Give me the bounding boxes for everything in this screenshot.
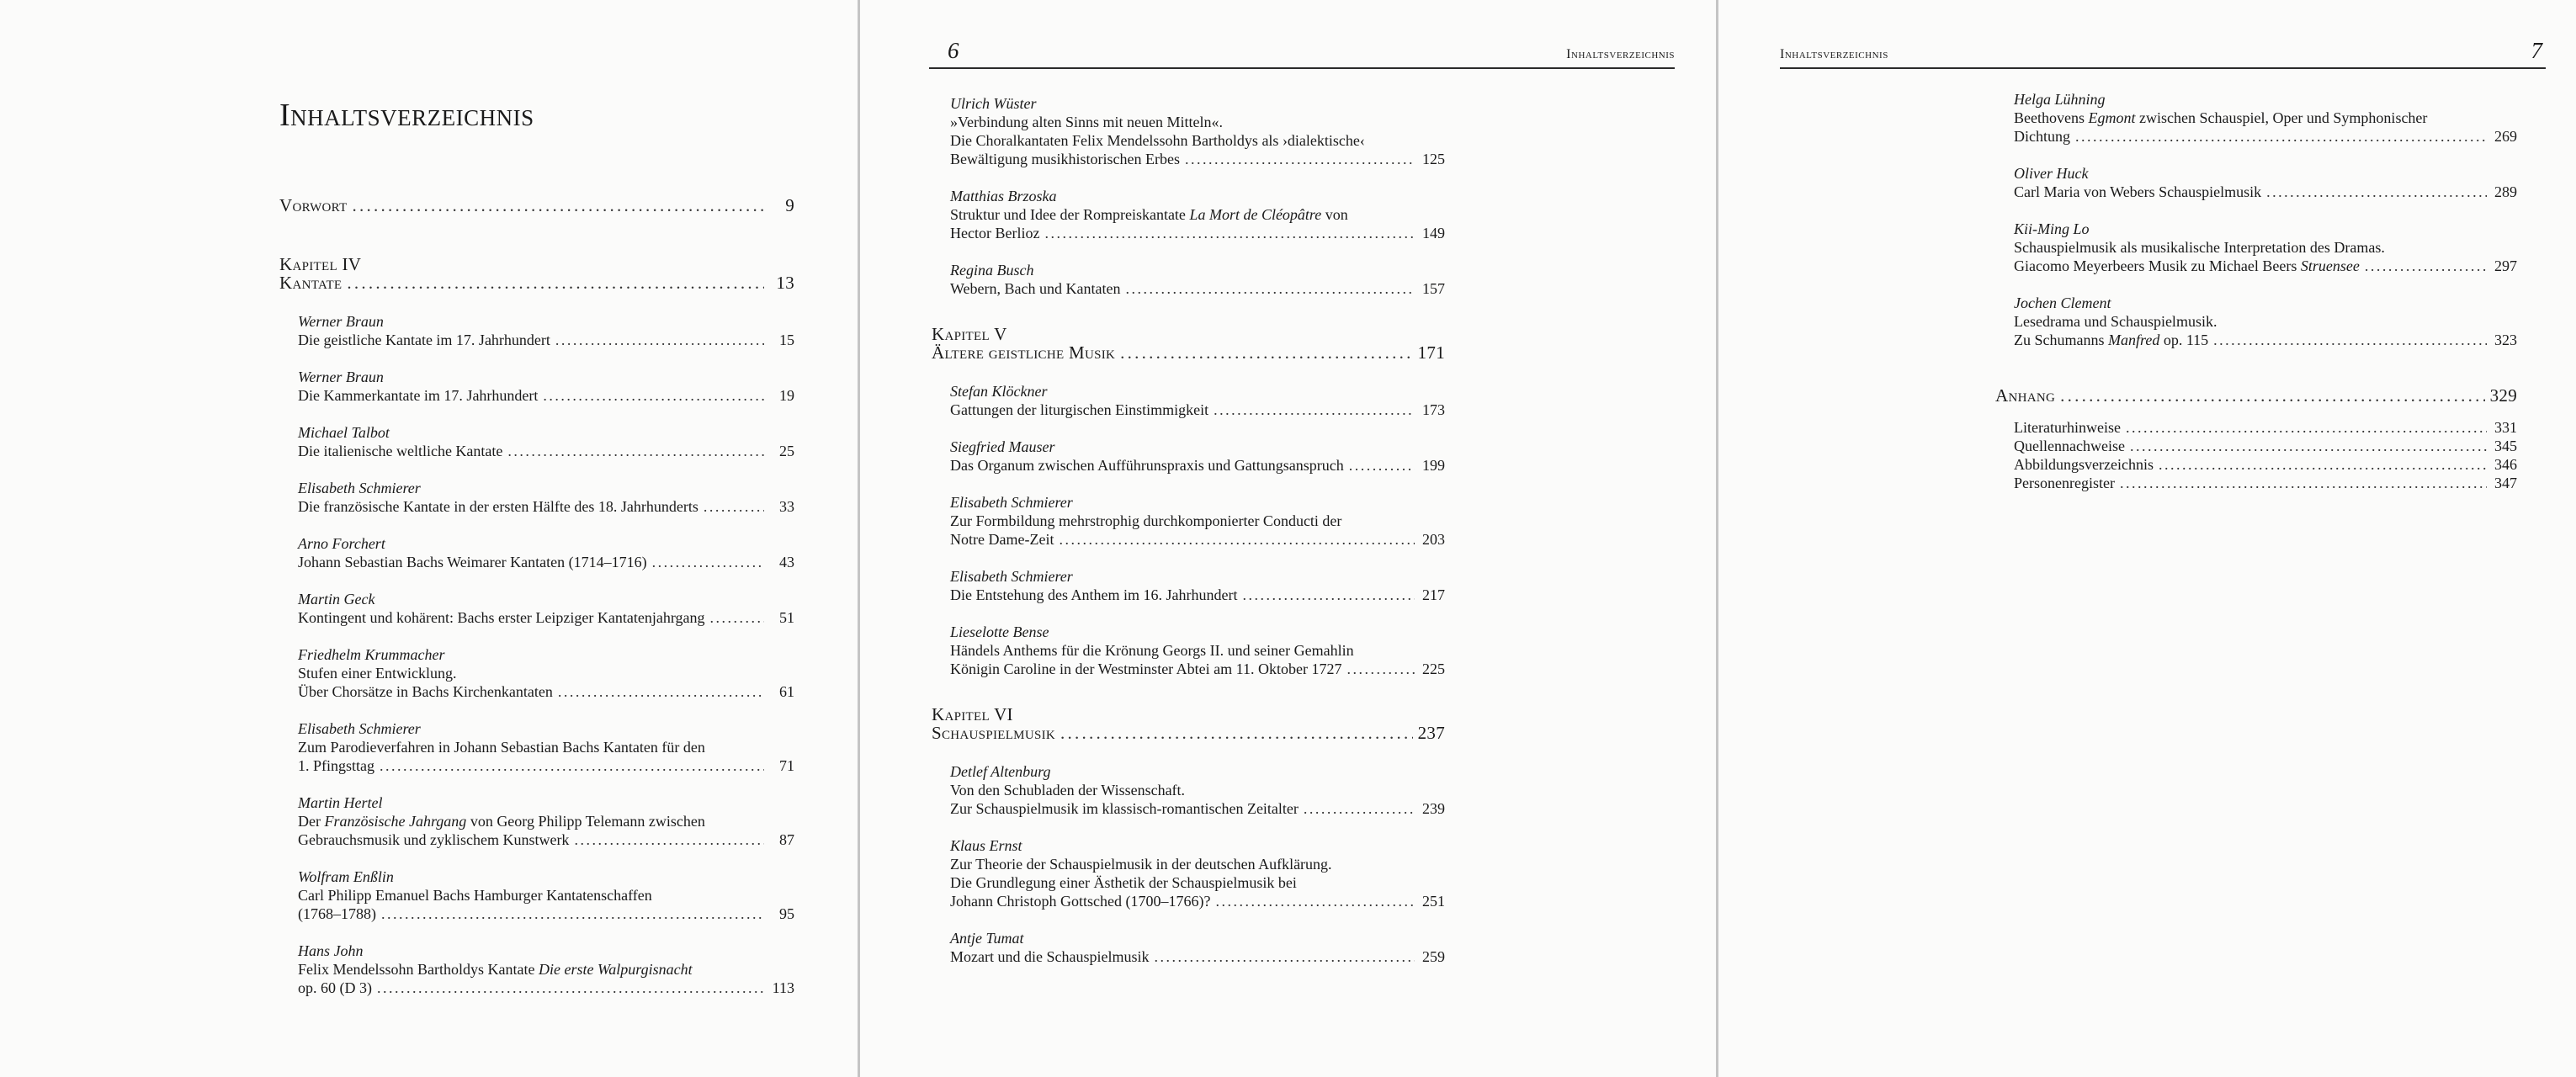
toc-entry <box>950 187 1445 242</box>
entry-author: Michael Talbot <box>298 424 390 441</box>
dot-leader <box>652 553 764 571</box>
entry-title-text: Königin Caroline in der Westminster Abtei am 11. Oktober 1727 <box>950 661 1342 677</box>
entry-title-last-line <box>950 530 1445 549</box>
page-number: 149 <box>1422 225 1445 241</box>
entry-author: Werner Braun <box>298 369 384 385</box>
appendix-label: Literaturhinweise <box>2014 419 2121 436</box>
entry-title-text: Kontingent und kohärent: Bachs erster Leipziger Kantatenjahrgang <box>298 609 705 626</box>
page-number: 289 <box>2494 183 2517 200</box>
dot-leader <box>381 905 764 923</box>
dot-leader <box>2365 257 2487 275</box>
folio-number: 6 <box>948 38 959 63</box>
entry-title-text: Giacomo Meyerbeers Musik zu Michael Beers Struensee <box>2014 257 2360 274</box>
entry-title-last-line <box>298 608 794 627</box>
entry-title-line: »Verbindung alten Sinns mit neuen Mitteln«. <box>950 114 1223 130</box>
entry-title-text: Das Organum zwischen Aufführunspraxis und Gattungsanspruch <box>950 457 1344 474</box>
entry-title-text: Die geistliche Kantate im 17. Jahrhundert <box>298 332 550 348</box>
toc-entry <box>298 719 794 775</box>
toc-anhang <box>1995 386 2517 405</box>
folio-number: 7 <box>2531 38 2542 63</box>
dot-leader <box>543 386 764 405</box>
italic-title: Struensee <box>2300 257 2360 274</box>
entry-title-last-line <box>950 456 1445 475</box>
dot-leader <box>558 682 764 701</box>
entry-title-last-line <box>2014 183 2517 201</box>
chapter-number: Kapitel VI <box>932 704 1013 724</box>
toc-page-6 <box>932 94 1445 984</box>
running-header <box>929 40 1675 69</box>
entries-chapter-4 <box>279 312 794 997</box>
entry-title-last-line <box>298 331 794 349</box>
toc-entry <box>950 836 1445 910</box>
entry-title-line: Die Choralkantaten Felix Mendelssohn Bartholdys als ›dialektische‹ <box>950 132 1365 149</box>
entry-title-line: Zur Formbildung mehrstrophig durchkomponierter Conducti der <box>950 512 1342 529</box>
entries-chapter-4-cont <box>932 94 1445 298</box>
entry-title-line: Carl Philipp Emanuel Bachs Hamburger Kantatenschaffen <box>298 887 652 904</box>
entry-title-text: Carl Maria von Webers Schauspielmusik <box>2014 183 2262 200</box>
page-number: 113 <box>772 979 794 996</box>
toc-page-5 <box>279 196 794 1016</box>
entry-author: Helga Lühning <box>2014 91 2106 108</box>
entry-title-line: Zur Theorie der Schauspielmusik in der deutschen Aufklärung. <box>950 856 1332 873</box>
toc-entry <box>950 438 1445 475</box>
dot-leader <box>2060 386 2484 405</box>
toc-entry <box>950 567 1445 604</box>
entry-author: Klaus Ernst <box>950 837 1022 854</box>
book-page-7 <box>1718 0 2576 1077</box>
entry-title-text: (1768–1788) <box>298 905 376 922</box>
toc-entry <box>298 312 794 349</box>
entry-title-last-line <box>298 682 794 701</box>
entries-chapter-6 <box>932 762 1445 966</box>
chapter-title: Schauspielmusik <box>932 723 1056 743</box>
entry-title-text: Gattungen der liturgischen Einstimmigkeit <box>950 401 1209 418</box>
chapter-4-heading <box>279 255 794 292</box>
entry-title-text: Gebrauchsmusik und zyklischem Kunstwerk <box>298 831 570 848</box>
toc-entry <box>2014 90 2517 146</box>
chapter-number: Kapitel IV <box>279 254 362 274</box>
entry-title-text: Dichtung <box>2014 128 2070 145</box>
entry-title-last-line <box>298 386 794 405</box>
vorwort-label: Vorwort <box>279 195 348 215</box>
entry-title-text: 1. Pfingsttag <box>298 757 375 774</box>
chapter-6-heading <box>932 705 1445 742</box>
entry-title-text: Über Chorsätze in Bachs Kirchenkantaten <box>298 683 553 700</box>
entry-author: Regina Busch <box>950 262 1034 279</box>
page-number: 323 <box>2494 332 2517 348</box>
entry-title-last-line <box>298 830 794 849</box>
entry-author: Jochen Clement <box>2014 294 2111 311</box>
entry-title-last-line <box>298 905 794 923</box>
dot-leader <box>2126 418 2487 437</box>
dot-leader <box>380 756 764 775</box>
page-number: 199 <box>1422 457 1445 474</box>
entry-author: Wolfram Enßlin <box>298 868 394 885</box>
entry-title-last-line <box>298 442 794 460</box>
dot-leader <box>1346 660 1415 678</box>
chapter-number: Kapitel V <box>932 324 1007 344</box>
page-number: 259 <box>1422 948 1445 965</box>
toc-entry <box>298 368 794 405</box>
entry-author: Siegfried Mauser <box>950 438 1055 455</box>
entry-title-line: Die Grundlegung einer Ästhetik der Schauspielmusik bei <box>950 874 1297 891</box>
entry-title-text: Bewältigung musikhistorischen Erbes <box>950 151 1180 167</box>
dot-leader <box>2159 455 2487 474</box>
entry-author: Arno Forchert <box>298 535 385 552</box>
entry-author: Elisabeth Schmierer <box>950 494 1073 511</box>
toc-title: Inhaltsverzeichnis <box>279 98 534 133</box>
dot-leader <box>1060 724 1413 742</box>
dot-leader <box>2120 474 2487 492</box>
dot-leader <box>347 273 764 292</box>
entry-author: Ulrich Wüster <box>950 95 1037 112</box>
appendix-item <box>2014 455 2517 474</box>
entry-title-last-line <box>950 401 1445 419</box>
entry-author: Antje Tumat <box>950 930 1024 947</box>
entry-title-last-line <box>2014 127 2517 146</box>
dot-leader <box>574 830 764 849</box>
page-number: 71 <box>779 757 794 774</box>
entry-title-line: Schauspielmusik als musikalische Interpretation des Dramas. <box>2014 239 2385 256</box>
toc-entry <box>950 929 1445 966</box>
entry-title-last-line <box>298 553 794 571</box>
page-number: 329 <box>2489 385 2517 406</box>
toc-entry <box>2014 294 2517 349</box>
entry-title-line: Stufen einer Entwicklung. <box>298 665 457 682</box>
page-number: 125 <box>1422 151 1445 167</box>
italic-title: Französische Jahrgang <box>324 813 467 830</box>
dot-leader <box>710 608 764 627</box>
toc-entry <box>950 493 1445 549</box>
toc-entry <box>298 645 794 701</box>
entry-title-last-line <box>298 756 794 775</box>
page-number: 157 <box>1422 280 1445 297</box>
toc-entry <box>298 423 794 460</box>
entry-title-line: Lesedrama und Schauspielmusik. <box>2014 313 2217 330</box>
entry-title-text: Mozart und die Schauspielmusik <box>950 948 1150 965</box>
entries-chapter-6-cont <box>1995 90 2517 349</box>
toc-entry <box>298 867 794 923</box>
entry-author: Lieselotte Bense <box>950 623 1049 640</box>
toc-entry <box>950 623 1445 678</box>
entry-author: Hans John <box>298 942 364 959</box>
entry-title-text: Hector Berlioz <box>950 225 1040 241</box>
book-page-6 <box>860 0 1716 1077</box>
appendix-item <box>2014 437 2517 455</box>
italic-title: Manfred <box>2108 332 2160 348</box>
entry-author: Friedhelm Krummacher <box>298 646 445 663</box>
page-number: 33 <box>779 498 794 515</box>
entry-title-text: Die französische Kantate in der ersten Hälfte des 18. Jahrhunderts <box>298 498 698 515</box>
entry-title-last-line <box>950 892 1445 910</box>
page-number: 13 <box>776 273 794 293</box>
dot-leader <box>1304 799 1415 818</box>
dot-leader <box>2130 437 2487 455</box>
dot-leader <box>1044 224 1415 242</box>
entry-title-last-line <box>298 497 794 516</box>
running-head-title: Inhaltsverzeichnis <box>1780 47 1888 61</box>
entry-title-line: Von den Schubladen der Wissenschaft. <box>950 782 1186 798</box>
entry-author: Matthias Brzoska <box>950 188 1057 204</box>
entry-author: Martin Hertel <box>298 794 383 811</box>
dot-leader <box>1214 401 1415 419</box>
page-number: 171 <box>1417 342 1445 363</box>
italic-title: La Mort de Cléopâtre <box>1189 206 1322 223</box>
entry-title-last-line <box>950 150 1445 168</box>
page-number: 297 <box>2494 257 2517 274</box>
chapter-5-heading <box>932 325 1445 362</box>
dot-leader <box>507 442 764 460</box>
book-page-5 <box>0 0 858 1077</box>
dot-leader <box>1125 279 1415 298</box>
toc-entry <box>950 762 1445 818</box>
page-number: 331 <box>2494 419 2517 436</box>
page-number: 19 <box>779 387 794 404</box>
toc-entry <box>298 793 794 849</box>
entry-title-text: Webern, Bach und Kantaten <box>950 280 1121 297</box>
entry-title-line: Zum Parodieverfahren in Johann Sebastian Bachs Kantaten für den <box>298 739 705 756</box>
entry-title-line: Händels Anthems für die Krönung Georgs II. und seiner Gemahlin <box>950 642 1354 659</box>
page-number: 61 <box>779 683 794 700</box>
entry-title-line: Der Französische Jahrgang von Georg Philipp Telemann zwischen <box>298 813 705 830</box>
toc-entry <box>298 590 794 627</box>
toc-vorwort <box>279 196 794 215</box>
page-number: 15 <box>779 332 794 348</box>
entry-title-text: op. 60 (D 3) <box>298 979 372 996</box>
entry-title-text: Johann Christoph Gottsched (1700–1766)? <box>950 893 1211 910</box>
entry-title-last-line <box>950 799 1445 818</box>
chapter-title: Ältere geistliche Musik <box>932 342 1116 363</box>
page-number: 239 <box>1422 800 1445 817</box>
toc-page-7 <box>1995 90 2517 492</box>
entry-title-text: Notre Dame-Zeit <box>950 531 1054 548</box>
dot-leader <box>2266 183 2487 201</box>
page-number: 25 <box>779 443 794 459</box>
toc-entry <box>2014 164 2517 201</box>
dot-leader <box>1349 456 1415 475</box>
page-number: 251 <box>1422 893 1445 910</box>
entry-author: Elisabeth Schmierer <box>298 720 421 737</box>
entry-author: Kii-Ming Lo <box>2014 220 2090 237</box>
entry-title-last-line <box>950 279 1445 298</box>
entry-title-last-line <box>950 586 1445 604</box>
dot-leader <box>377 979 764 997</box>
toc-entry <box>950 382 1445 419</box>
entry-author: Detlef Altenburg <box>950 763 1051 780</box>
page-number: 217 <box>1422 586 1445 603</box>
page-number: 225 <box>1422 661 1445 677</box>
entry-author: Martin Geck <box>298 591 375 607</box>
dot-leader <box>1185 150 1415 168</box>
dot-leader <box>2213 331 2487 349</box>
entry-title-last-line <box>2014 331 2517 349</box>
entry-title-last-line <box>2014 257 2517 275</box>
page-number: 173 <box>1422 401 1445 418</box>
page-number: 345 <box>2494 438 2517 454</box>
entry-title-text: Die Kammerkantate im 17. Jahrhundert <box>298 387 539 404</box>
anhang-label: Anhang <box>1995 385 2056 406</box>
entry-title-last-line <box>950 660 1445 678</box>
entry-title-last-line <box>950 224 1445 242</box>
appendix-label: Personenregister <box>2014 475 2115 491</box>
entry-title-text: Zu Schumanns Manfred op. 115 <box>2014 332 2209 348</box>
page-number: 87 <box>779 831 794 848</box>
dot-leader <box>704 497 764 516</box>
dot-leader <box>1242 586 1415 604</box>
entry-author: Werner Braun <box>298 313 384 330</box>
appendix-label: Abbildungsverzeichnis <box>2014 456 2154 473</box>
page-number: 237 <box>1417 723 1445 743</box>
page-number: 43 <box>779 554 794 570</box>
running-head-title: Inhaltsverzeichnis <box>1566 47 1675 61</box>
entry-author: Elisabeth Schmierer <box>950 568 1073 585</box>
running-header <box>1780 40 2546 69</box>
page-number: 346 <box>2494 456 2517 473</box>
entry-author: Elisabeth Schmierer <box>298 480 421 496</box>
entry-author: Oliver Huck <box>2014 165 2089 182</box>
entry-title-text: Johann Sebastian Bachs Weimarer Kantaten (1714–1716) <box>298 554 647 570</box>
toc-entry <box>950 94 1445 168</box>
entry-title-text: Die Entstehung des Anthem im 16. Jahrhundert <box>950 586 1238 603</box>
page-number: 95 <box>779 905 794 922</box>
dot-leader <box>555 331 764 349</box>
entry-title-text: Die italienische weltliche Kantate <box>298 443 503 459</box>
dot-leader <box>1059 530 1415 549</box>
toc-entry <box>298 942 794 997</box>
entry-title-line: Struktur und Idee der Rompreiskantate La Mort de Cléopâtre von <box>950 206 1348 223</box>
appendix-list <box>2014 418 2517 492</box>
page-number: 203 <box>1422 531 1445 548</box>
dot-leader <box>2075 127 2487 146</box>
appendix-item <box>2014 474 2517 492</box>
entry-title-text: Zur Schauspielmusik im klassisch-romantischen Zeitalter <box>950 800 1299 817</box>
chapter-title: Kantate <box>279 273 343 293</box>
dot-leader <box>1154 947 1415 966</box>
entry-title-last-line <box>298 979 794 997</box>
entry-title-line: Beethovens Egmont zwischen Schauspiel, Oper und Symphonischer <box>2014 109 2428 126</box>
toc-entry <box>298 534 794 571</box>
entry-title-line: Felix Mendelssohn Bartholdys Kantate Die erste Walpurgisnacht <box>298 961 693 978</box>
appendix-label: Quellennachweise <box>2014 438 2125 454</box>
italic-title: Die erste Walpurgisnacht <box>538 961 693 978</box>
italic-title: Egmont <box>2088 109 2136 126</box>
page-number: 9 <box>785 195 794 215</box>
toc-entry <box>298 479 794 516</box>
dot-leader <box>1215 892 1415 910</box>
toc-entry <box>950 261 1445 298</box>
page-number: 347 <box>2494 475 2517 491</box>
page-number: 269 <box>2494 128 2517 145</box>
appendix-item <box>2014 418 2517 437</box>
entry-title-last-line <box>950 947 1445 966</box>
toc-entry <box>2014 220 2517 275</box>
entries-chapter-5 <box>932 382 1445 678</box>
dot-leader <box>353 196 764 215</box>
entry-author: Stefan Klöckner <box>950 383 1048 400</box>
dot-leader <box>1120 343 1412 362</box>
page-number: 51 <box>779 609 794 626</box>
